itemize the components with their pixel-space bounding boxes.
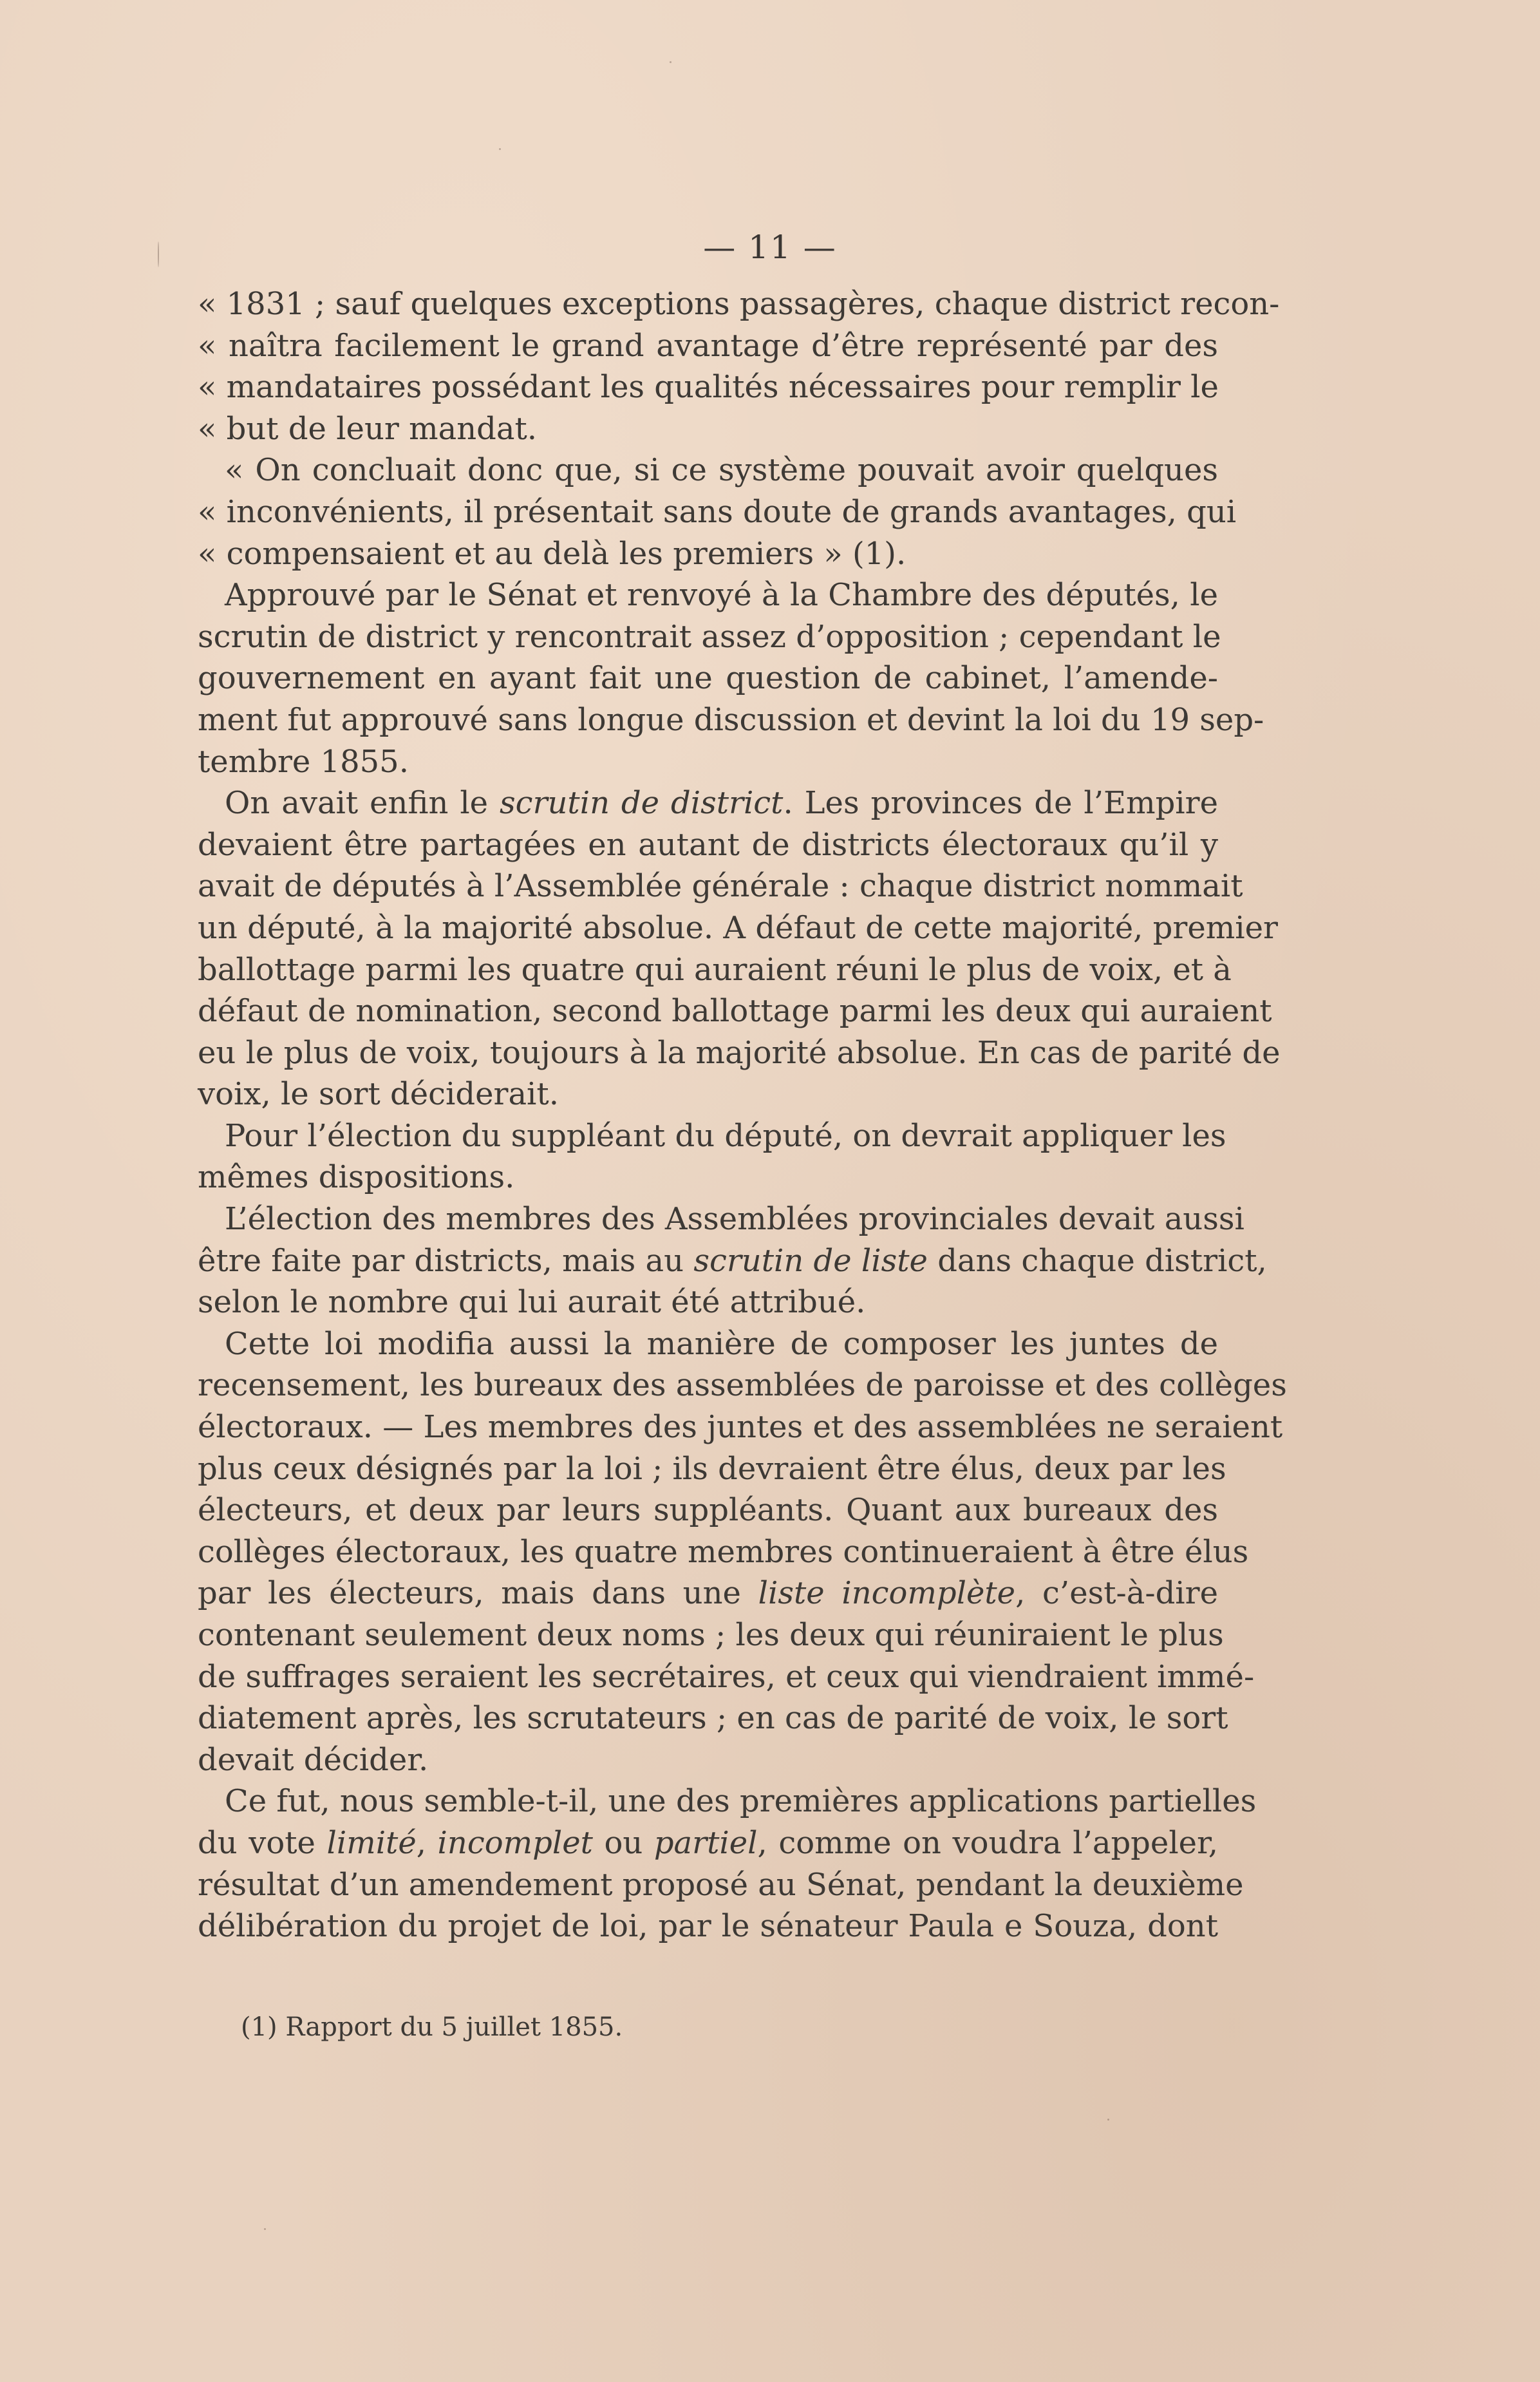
text-line: voix, le sort déciderait. xyxy=(198,1076,559,1113)
italic-term: partiel xyxy=(653,1824,758,1861)
text-line: ment fut approuvé sans longue discussion et devint la loi du 19 sep- xyxy=(198,701,1264,738)
text-line: eu le plus de voix, toujours à la majorité absolue. En cas de parité de xyxy=(198,1034,1281,1071)
text-line: scrutin de district y rencontrait assez d’opposition ; cependant le xyxy=(198,618,1221,655)
text-line: Cette loi modifia aussi la manière de composer les juntes de xyxy=(225,1325,1218,1362)
text-line: avait de députés à l’Assemblée générale : chaque district nommait xyxy=(198,868,1243,905)
text-line: « compensaient et au delà les premiers » (1). xyxy=(198,535,906,572)
paper-speck xyxy=(1246,1385,1248,1386)
text-line: électeurs, et deux par leurs suppléants. Quant aux bureaux des xyxy=(198,1492,1218,1529)
paper-speck xyxy=(670,61,671,63)
text-line: par les électeurs, mais dans une liste incomplète, c’est-à-dire xyxy=(198,1575,1219,1612)
text-line: « 1831 ; sauf quelques exceptions passagères, chaque district recon- xyxy=(198,286,1280,322)
text-line: devait décider. xyxy=(198,1741,429,1778)
text-line: être faite par districts, mais au scrutin de liste dans chaque district, xyxy=(198,1242,1267,1279)
italic-term: limité xyxy=(326,1824,417,1861)
text-line: « On concluait donc que, si ce système pouvait avoir quelques xyxy=(225,452,1218,489)
text-line: « inconvénients, il présentait sans doute de grands avantages, qui xyxy=(198,493,1237,530)
text-line: électoraux. — Les membres des juntes et des assemblées ne seraient xyxy=(198,1409,1283,1446)
text-line: On avait enfin le scrutin de district. Les provinces de l’Empire xyxy=(225,785,1219,822)
text-line: recensement, les bureaux des assemblées de paroisse et des collèges xyxy=(198,1367,1287,1404)
text-line: résultat d’un amendement proposé au Sénat, pendant la deuxième xyxy=(198,1866,1244,1903)
text-line: de suffrages seraient les secrétaires, et ceux qui viendraient immé- xyxy=(198,1658,1255,1695)
text-line: un député, à la majorité absolue. A défaut de cette majorité, premier xyxy=(198,909,1278,946)
text-line: délibération du projet de loi, par le sénateur Paula e Souza, dont xyxy=(198,1908,1218,1945)
text-line: selon le nombre qui lui aurait été attribué. xyxy=(198,1284,866,1321)
text-line: contenant seulement deux noms ; les deux qui réuniraient le plus xyxy=(198,1617,1224,1653)
text-line: mêmes dispositions. xyxy=(198,1159,515,1196)
text-line: Ce fut, nous semble-t-il, une des premières applications partielles xyxy=(225,1783,1257,1820)
text-line: tembre 1855. xyxy=(198,743,409,780)
text-line: défaut de nomination, second ballottage parmi les deux qui auraient xyxy=(198,993,1272,1030)
text-line: « but de leur mandat. xyxy=(198,410,538,447)
text-line: Approuvé par le Sénat et renvoyé à la Chambre des députés, le xyxy=(225,577,1218,614)
italic-term: liste incomplète xyxy=(758,1575,1016,1612)
text-line: gouvernement en ayant fait une question de cabinet, l’amende- xyxy=(198,660,1218,697)
page-number: — 11 — xyxy=(703,229,837,266)
text-line: diatement après, les scrutateurs ; en cas de parité de voix, le sort xyxy=(198,1700,1228,1737)
text-line: L’élection des membres des Assemblées provinciales devait aussi xyxy=(225,1201,1244,1238)
text-line: devaient être partagées en autant de districts électoraux qu’il y xyxy=(198,826,1218,863)
body-text xyxy=(198,283,1287,1947)
text-line: ballottage parmi les quatre qui auraient réuni le plus de voix, et à xyxy=(198,951,1232,988)
paper-speck xyxy=(499,148,501,150)
text-line: « mandataires possédant les qualités nécessaires pour remplir le xyxy=(198,369,1219,406)
italic-term: scrutin de district xyxy=(500,785,784,822)
italic-term: scrutin de liste xyxy=(693,1242,928,1279)
text-line: « naîtra facilement le grand avantage d’être représenté par des xyxy=(198,327,1218,364)
text-line: Pour l’élection du suppléant du député, on devrait appliquer les xyxy=(225,1117,1226,1154)
text-line: du vote limité, incomplet ou partiel, comme on voudra l’appeler, xyxy=(198,1824,1218,1861)
text-line: plus ceux désignés par la loi ; ils devraient être élus, deux par les xyxy=(198,1450,1226,1487)
footnote: (1) Rapport du 5 juillet 1855. xyxy=(241,2012,623,2042)
paper-speck xyxy=(264,2228,266,2230)
paper-speck xyxy=(1107,2119,1109,2121)
italic-term: incomplet xyxy=(437,1824,593,1861)
text-line: collèges électoraux, les quatre membres continueraient à être élus xyxy=(198,1533,1249,1570)
paper-speck xyxy=(158,241,159,267)
